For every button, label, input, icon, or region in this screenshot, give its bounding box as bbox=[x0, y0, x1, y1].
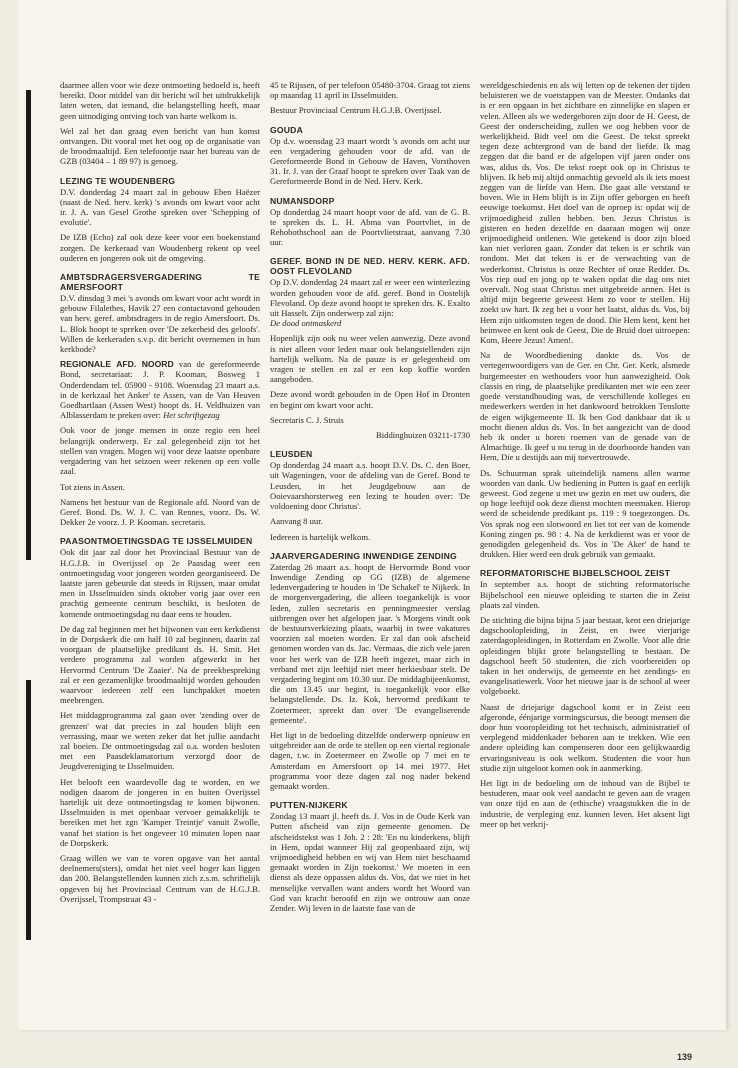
heading-bijbelschool: REFORMATORISCHE BIJBELSCHOOL ZEIST bbox=[480, 568, 671, 579]
paragraph: Het middagprogramma zal gaan over 'zending over de grenzen' wat dat precies in zal houden blijft een verrassing, maar we weten zeker dat het jullie aandacht zal boeien. De ontmoetingsdag zal o.a. worden besloten met een Paasdeklamatorium verzorgd door de Jeugdvereniging te IJsselmuiden. bbox=[60, 710, 260, 772]
flevo-topic: De dood ontmaskerd bbox=[270, 318, 342, 329]
page-number: 139 bbox=[676, 1052, 692, 1062]
binding-mark-top bbox=[26, 90, 31, 560]
paragraph: wereldgeschiedenis en als wij letten op de tekenen der tijden beluisteren we de voetstappen van de Meester. Ondanks dat is er een opgaan in het zichtbare en zinnelijke en slapen er velen. Alleen als we wedergeboren zijn door de H. Geest, de Geest der onderscheiding, zullen we oog hebben voor de werkelijkheid. Bidt veel om die Geest. De tekst spreekt tegen deze achtergrond van de band der liefde. Ik mag zeggen dat die band er de afgelopen vijf jaren onder ons was, aldus ds. Vos. De tekst roept ook op in Christus te blijven. Ik heb mij altijd onmachtig gevoeld als ik iets moest zeggen van de liefde van Hem. Die gaat alle verstand te boven. Wie in Hem blijft is in Zijn offer geborgen en heeft eeuwige toekomst. Het doel van de oproep is: opdat wij de vrijmoedigheid zullen hebben. ben. Jezus Christus is gisteren en heden dezelfde en daaraan mogen wij onze vrijmoedigheid ontlenen. Wie getekend is door zijn bloed kan niet verloren gaan. Zonder dat teken is er schrik van rondom. Met dat teken is er de verwachting van de wederkomst. Christus is onze Rechter of onze Redder. Ds. Vos riep oud en jong op te waken opdat die dag ons niet overvalt. Nog staat Christus met uitgebreide armen. Het is altijd mijn begeerte geweest Hem zo voor te stellen. Hij zoekt uw hart. Ik zeg het u voor het laatst, aldus ds. Vos, bij Hem zijn uitkomsten tegen de dood. Die Hem kent, kent het heimwee en kent ook de Geest, Die de Bruid doet uitroepen: Kom, Heere Jezus! Amen!. bbox=[480, 80, 690, 346]
paragraph: 45 te Rijssen, of per telefoon 05480-3704. Graag tot ziens op maandag 11 april in IJsselmuiden. bbox=[270, 80, 470, 101]
heading-ambtsdragers: AMBTSDRAGERSVERGADERING TE AMERSFOORT bbox=[60, 272, 260, 293]
paragraph: Ook dit jaar zal door het Provinciaal Bestuur van de H.G.J.B. in Overijssel op 2e Paasdag weer een ontmoetingsdag voor jongeren worden georganiseerd. De laatste jaren gebeurde dat steeds in Rijssen, maar omdat men in IJsselmuiden sinds oktober vorig jaar over een prachtig gemeente centrum beschikt, is besloten de komende ontmoetingsdag nu daar eens te houden. bbox=[60, 547, 260, 619]
paragraph: Zondag 13 maart jl. heeft ds. J. Vos in de Oude Kerk van Putten afscheid van zijn gemeente genomen. De afscheidstekst was 1 Joh. 2 : 28: 'En nu kinderkens, blijft in Hem, opdat wanneer Hij zal geopenbaard zijn, wij vrijmoedigheid hebben en wij van Hem niet beschaamd gemaakt worden in Zijn toekomst.' We moeten in een dienst als deze oppassen aldus ds. Vos, dat we niet in het menselijke vervallen want anders wordt het Woord van God van kracht beroofd en zijn we ontrouw aan onze Zender. Wij leven in de laatste fase van de bbox=[270, 811, 470, 913]
column-right bbox=[480, 80, 690, 834]
paragraph: Iedereen is hartelijk welkom. bbox=[270, 531, 371, 542]
paragraph bbox=[270, 277, 470, 328]
paragraph-regio bbox=[60, 359, 260, 420]
paragraph: In september a.s. hoopt de stichting reformatorische Bijbelschool een nieuwe opleiding te starten die in Zeist plaats zal vinden. bbox=[480, 579, 690, 610]
paragraph: Tot ziens in Assen. bbox=[60, 481, 125, 492]
heading-oost-flevoland: GEREF. BOND IN DE NED. HERV. KERK. AFD. OOST FLEVOLAND bbox=[270, 256, 470, 277]
paragraph: De dag zal beginnen met het bijwonen van een kerkdienst in de Dorpskerk die om half 10 zal beginnen, daarin zal voorgaan de plaatselijke predikant ds. H. Smit. Het verdere programma zal worden afgewerkt in het Hervormd Centrum 'De Zaaier'. Na de preekbespreking zal er een gezamenlijke broodmaaltijd worden gehouden waarvoor iedereen zelf een lunchpakket moeten meebrengen. bbox=[60, 623, 260, 706]
flevo-text: Op D.V. donderdag 24 maart zal er weer een winterlezing worden gehouden voor de afd. geref. Bond in Oostelijk Flevoland. Op deze avond hoopt te spreken drs. K. Exalto uit Hasselt. Zijn onderwerp zal zijn: bbox=[270, 277, 470, 319]
regio-topic: Het schriftgezag bbox=[163, 410, 220, 421]
paragraph: Graag willen we van te voren opgave van het aantal deelnemers(sters), omdat het niet veel hoger kan liggen dan 200. Belangstellenden kunnen zich z.s.m. schriftelijk opgeven bij het Provinciaal Centrum van de H.G.J.B. Overijssel, Trompstraat 43 - bbox=[60, 853, 260, 904]
paragraph: Het ligt in de bedoeling ditzelfde onderwerp opnieuw en uitgebreider aan de orde te stellen op een viertal regionale dagen, t.w. in Zoetermeer en Zwolle op 7 mei en te Amsterdam en Amersfoort op 14 mei 1977. Het programma voor deze dagen zal nog nader bekend gemaakt worden. bbox=[270, 729, 470, 791]
paragraph: Hopenlijk zijn ook nu weer velen aanwezig. Deze avond is niet alleen voor leden maar ook belangstellenden zijn hartelijk welkom. Na de pauze is er gelegenheid om vragen te stellen en zal er een kop koffie worden aangeboden. bbox=[270, 333, 470, 385]
paragraph: D.V. dinsdag 3 mei 's avonds om kwart voor acht wordt in gebouw Filalethes, Havik 27 een contactavond gehouden van herv. geref. ambtsdragers in de regio Amersfoort. Ds. L. Blok hoopt te spreken over 'De zekerheid des geloofs'. Willen de kerkeraden s.v.p. dit bericht overnemen in hun kerkbode? bbox=[60, 293, 260, 355]
paragraph: Naast de driejarige dagschool komt er in Zeist een afgeronde, éénjarige vormingscursus, die beoogt mensen die door hun vooropleiding tot het technisch, administratief of verplegend middenkader behoren aan te trekken. Wie een andere opleiding kan compenseren door een gelijkwaardig ervaringsniveau is ook welkom. Studenten die voor hun studie zijn uitgeloot komen ook in aanmerking. bbox=[480, 701, 690, 773]
signature-place: Biddinghuizen 03211-1730 bbox=[376, 430, 470, 441]
paragraph: Namens het bestuur van de Regionale afd. Noord van de Geref. Bond. Ds. W. J. C. van Rennes, voorz. Ds. W. Dekker 2e voorz. J. P. Kooman. secretaris. bbox=[60, 496, 260, 528]
paragraph: Deze avond wordt gehouden in de Open Hof in Dronten en begint om kwart voor acht. bbox=[270, 389, 470, 410]
paragraph: Ook voor de jonge mensen in onze regio een heel belangrijk onderwerp. Er zal gelegenheid zijn tot het stellen van vragen. Mogen wij voor deze laatste openbare vergadering van het seizoen weer rekenen op een volle zaal. bbox=[60, 425, 260, 477]
heading-numansdorp: NUMANSDORP bbox=[270, 195, 335, 206]
regio-lead: REGIONALE AFD. NOORD bbox=[60, 359, 174, 370]
column-left bbox=[60, 80, 260, 909]
paragraph: Na de Woordbediening dankte ds. Vos de vertegenwoordigers van de Ger. en Chr. Ger. Kerk, alsmede burgemeester en wethouders voor hun aanwezigheid. Ook classis en ring, de plaatselijke predikanten met wie een zeer goede verstandhouding was, de verschillende kolleges en medewerkers werden in het dankwoord betrokken Tenslotte de eigen wijkgemeente II. Ik ben God dankbaar dat ik u mocht dienen aldus ds. Vos. In het aangezicht van de dood heb ik onder u horen roemen van de genade van de Almachtige. Ik geef u nu terug in de doorboorde handen van Hem, Die u destijds aan mij toevertrouwde. bbox=[480, 350, 690, 463]
heading-inwendige-zending: JAARVERGADERING INWENDIGE ZENDING bbox=[270, 550, 457, 561]
paragraph: De IZB (Echo) zal ook deze keer voor een boekenstand zorgen. De kerkeraad van Woudenberg rekent op veel ouderen en jongeren ook uit de omgeving. bbox=[60, 232, 260, 263]
paragraph: Op d.v. woensdag 23 maart wordt 's avonds om acht uur een vergadering gehouden voor de afd. van de Gereformeerde Bond in Gebouw de Haven, Vorsthoven 31. Ir. J. van der Graaf hoopt te spreken over Taak van de Gereformeerde Bond in de Ned. Herv. Kerk. bbox=[270, 135, 470, 187]
binding-mark-bottom bbox=[26, 680, 31, 940]
paragraph: Op donderdag 24 maart a.s. hoopt D.V. Ds. C. den Boer, uit Wageningen, voor de afdeling van de Geref. Bond te Leusden, in het Jeugdgebouw aan de Ooievaarshorsterweg een lezing te houden over: 'De voldoening door Christus'. bbox=[270, 460, 470, 512]
heading-paasontmoetingsdag: PAASONTMOETINGSDAG TE IJSSELMUIDEN bbox=[60, 536, 253, 547]
paragraph: Zaterdag 26 maart a.s. hoopt de Hervormde Bond voor Inwendige Zending op GG (IZB) de algemene ledenvergadering te houden in 'De Schakel' te Nijkerk. In de morgenvergadering, die alleen toegankelijk is voor leden, zullen secretaris en penningmeester verslag uitbrengen over het afgelopen jaar. 's Morgens vindt ook de bestuursverkiezing plaats, waarbij in twee vakatures voorzien zal moeten worden. Er zal dan ook afscheid genomen worden van ds. Jac. Vermaas, die zich vele jaren voor het werk van de IZB heeft ingezet, maar zich in verband met zijn leeftijd niet meer herkiesbaar stelt. De vergadering begint om 10.30 uur. De middagbijeenkomst, die om 13.45 uur begint, is toegankelijk voor elke belangstellende. Ds. Iz. Kok, hervormd predikant te Zoetermeer, spreekt dan over 'De evangeliserende gemeente'. bbox=[270, 561, 470, 725]
regio-text: van de gereformeerde Bond, secretariaat: J. P. Kooman, Bosweg 1 Onderdendam tel. 05900 - 9108. Woensdag 23 maart a.s. in de kerkzaal het Anker' te Assen, van de Van Heuven Goedhartlaan (Assen West) hoopt ds. H. Veldhuizen van Alblasserdam te preken over: bbox=[60, 359, 260, 421]
paragraph: Op donderdag 24 maart hoopt voor de afd. van de G. B. te spreken ds. L. H. Abma van Poortvliet, in de Rehobothschool aan de Poortvlietstraat, aanvang 7.30 uur. bbox=[270, 206, 470, 248]
heading-woudenberg: LEZING TE WOUDENBERG bbox=[60, 175, 176, 186]
column-middle bbox=[270, 80, 470, 918]
heading-putten-nijkerk: PUTTEN-NIJKERK bbox=[270, 800, 348, 811]
heading-gouda: GOUDA bbox=[270, 124, 303, 135]
paragraph: Wel zal het dan graag even bericht van hun komst ontvangen. Dit vooral met het oog op de organisatie van de broodmaaltijd. Een telefoontje naar het bureau van de GZB (03404 – 1 89 97) is genoeg. bbox=[60, 125, 260, 167]
paragraph: daarmee allen voor wie deze ontmoeting bedoeld is, heeft bereikt. Door middel van dit bericht wil het uitdrukkelijk laten weten, dat iemand, die belangstelling heeft, maar geen uitnodiging ontving toch van harte welkom is. bbox=[60, 80, 260, 121]
paragraph: Het belooft een waardevolle dag te worden, en we nodigen daarom de jongeren in en buiten Overijssel hartelijk uit deze ontmoetingsdag te komen bijwonen. IJsselmuiden is met openbaar vervoer gemakkelijk te bereiken met het zgn 'Kamper Treintje' vanuit Zwolle, vanaf het station is het ongeveer 10 minuten lopen naar de Dorpskerk. bbox=[60, 776, 260, 848]
paragraph: Het ligt in de bedoeling om de inhoud van de Bijbel te bestuderen, maar ook veel aandacht te geven aan de vragen van onze tijd en aan de (ethische) vraagstukken die in de industrie, de verpleging enz. kunnen leven. Het aksent ligt meer op het verkrij- bbox=[480, 778, 690, 829]
paragraph: Bestuur Provinciaal Centrum H.G.J.B. Overijssel. bbox=[270, 105, 442, 116]
paragraph: De stichting die bijna bijna 5 jaar bestaat, kent een driejarige dagschoolopleiding, in Zeist, en twee vierjarige zaterdagopleidingen, in Rotterdam en Zwolle. Voor alle drie opleidingen blijkt grote belangstelling te bestaan. De dagschool heeft 50 studenten, die zich voorbereiden op taken in het onderwijs, de gemeente en het zendings- en evangelisatiewerk. Voor het nieuwe jaar is de school al weer volgeboekt. bbox=[480, 614, 690, 697]
signature-name: Secretaris C. J. Struis bbox=[270, 414, 344, 425]
paragraph: Ds. Schuurman sprak uiteindelijk namens allen warme woorden van dank. Uw bediening in Putten is gaaf en eerlijk geweest. God zegene u met uw gezin en met uw ouders, die op hoge leeftijd ook deze dienst mochten meemaken. Hierop werd de scheidende predikant ps. 119 : 9 toegezongen. Ds. Vos sprak nog een slotwoord en liet tot eer van de komende Koning zingen ps. 98 : 4. Na de kerkdienst was er voor de genodigden gelegenheid ds. Vos in 'De Aker' de hand te drukken. Hier werd een druk gebruik van gemaakt. bbox=[480, 467, 690, 560]
paragraph: Aanvang 8 uur. bbox=[270, 516, 323, 527]
paragraph: D.V. donderdag 24 maart zal in gebouw Eben Haëzer (naast de Ned. herv. kerk) 's avonds om kwart voor acht ir. J. A. van Gesel Grothe spreken over 'Schepping of evolutie'. bbox=[60, 186, 260, 228]
heading-leusden: LEUSDEN bbox=[270, 449, 313, 460]
